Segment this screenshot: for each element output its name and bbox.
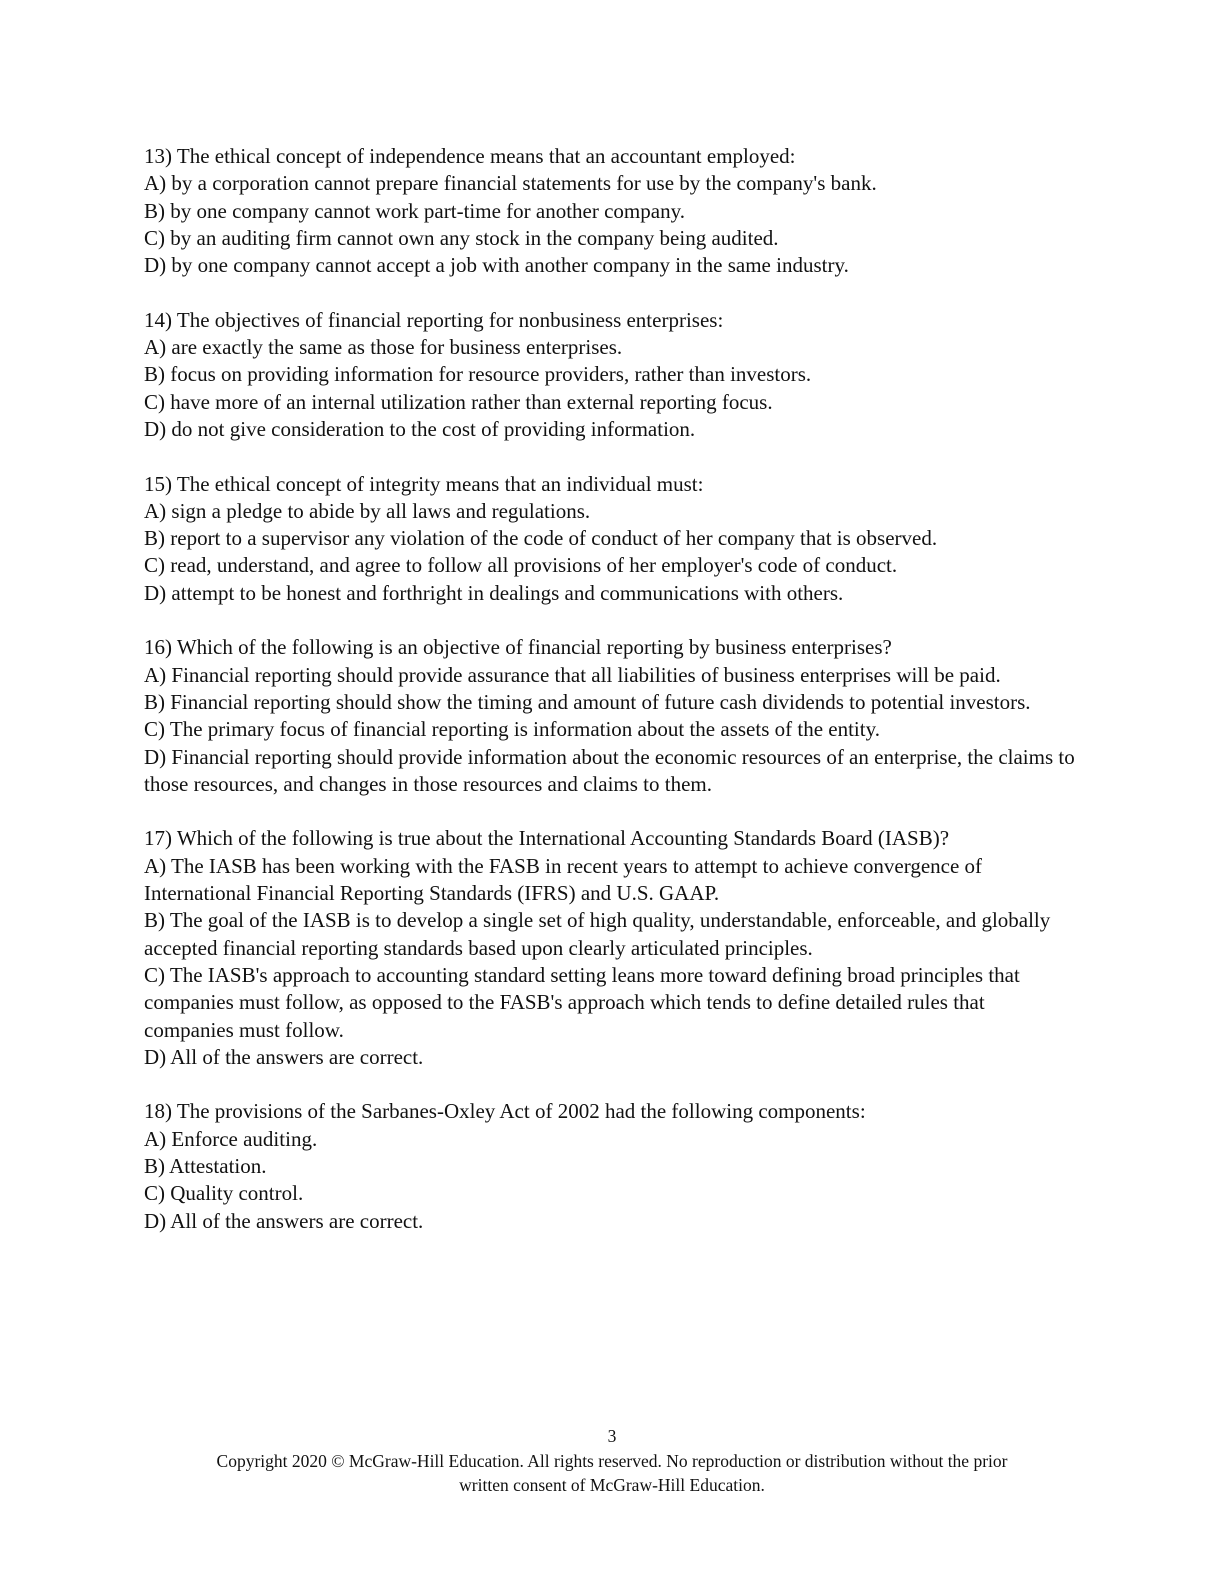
answer-option-b: B) by one company cannot work part-time for another company.	[144, 198, 685, 223]
question-18	[144, 1098, 1079, 1234]
question-list	[144, 143, 1079, 1262]
answer-option-a: A) Enforce auditing.	[144, 1126, 318, 1151]
answer-option-a: A) by a corporation cannot prepare financial statements for use by the company's bank.	[144, 171, 877, 196]
copyright-line-2: written consent of McGraw-Hill Education.	[459, 1475, 765, 1495]
question-stem: 16) Which of the following is an objective of financial reporting by business enterprises?	[144, 635, 892, 660]
page-footer	[144, 1424, 1080, 1497]
answer-option-c: C) by an auditing firm cannot own any stock in the company being audited.	[144, 225, 779, 250]
answer-option-a: A) Financial reporting should provide assurance that all liabilities of business enterprises will be paid.	[144, 662, 1001, 687]
answer-option-b: B) report to a supervisor any violation of the code of conduct of her company that is observed.	[144, 526, 938, 551]
question-stem: 15) The ethical concept of integrity means that an individual must:	[144, 471, 704, 496]
question-16	[144, 634, 1079, 798]
answer-option-a: A) are exactly the same as those for business enterprises.	[144, 335, 623, 360]
question-17	[144, 825, 1079, 1071]
answer-option-d: D) All of the answers are correct.	[144, 1208, 424, 1233]
question-13	[144, 143, 1079, 279]
answer-option-b: B) focus on providing information for resource providers, rather than investors.	[144, 362, 812, 387]
answer-option-c: C) have more of an internal utilization rather than external reporting focus.	[144, 389, 773, 414]
question-stem: 14) The objectives of financial reporting for nonbusiness enterprises:	[144, 307, 724, 332]
answer-option-d: D) by one company cannot accept a job with another company in the same industry.	[144, 253, 849, 278]
answer-option-c: C) The primary focus of financial reporting is information about the assets of the entity.	[144, 717, 880, 742]
answer-option-b: B) Attestation.	[144, 1153, 267, 1178]
question-stem: 17) Which of the following is true about the International Accounting Standards Board (IASB)?	[144, 826, 950, 851]
answer-option-b: B) Financial reporting should show the timing and amount of future cash dividends to potential investors.	[144, 689, 1031, 714]
answer-option-a: A) sign a pledge to abide by all laws and regulations.	[144, 498, 591, 523]
answer-option-c: C) read, understand, and agree to follow all provisions of her employer's code of conduct.	[144, 553, 898, 578]
answer-option-d: D) Financial reporting should provide information about the economic resources of an enterprise, the claims to those resources, and changes in those resources and claims to them.	[144, 744, 1075, 796]
answer-option-a: A) The IASB has been working with the FASB in recent years to attempt to achieve convergence of International Financial Reporting Standards (IFRS) and U.S. GAAP.	[144, 853, 983, 906]
answer-option-d: D) All of the answers are correct.	[144, 1044, 424, 1069]
answer-option-b: B) The goal of the IASB is to develop a single set of high quality, understandable, enforceable, and globally accepted financial reporting standards based upon clearly articulated principles.	[144, 908, 1051, 960]
answer-option-d: D) attempt to be honest and forthright in dealings and communications with others.	[144, 580, 844, 605]
copyright-line-1: Copyright 2020 © McGraw-Hill Education. All rights reserved. No reproduction or distribution without the prior	[216, 1451, 1008, 1471]
page-number: 3	[607, 1426, 617, 1446]
answer-option-d: D) do not give consideration to the cost of providing information.	[144, 416, 696, 441]
answer-option-c: C) The IASB's approach to accounting standard setting leans more toward defining broad principles that companies must follow, as opposed to the FASB's approach which tends to define detailed rules that companies must follow.	[144, 962, 1020, 1042]
question-14	[144, 307, 1079, 443]
question-15	[144, 471, 1079, 607]
question-stem: 13) The ethical concept of independence means that an accountant employed:	[144, 144, 796, 168]
answer-option-c: C) Quality control.	[144, 1181, 304, 1206]
question-stem: 18) The provisions of the Sarbanes-Oxley Act of 2002 had the following components:	[144, 1099, 866, 1124]
